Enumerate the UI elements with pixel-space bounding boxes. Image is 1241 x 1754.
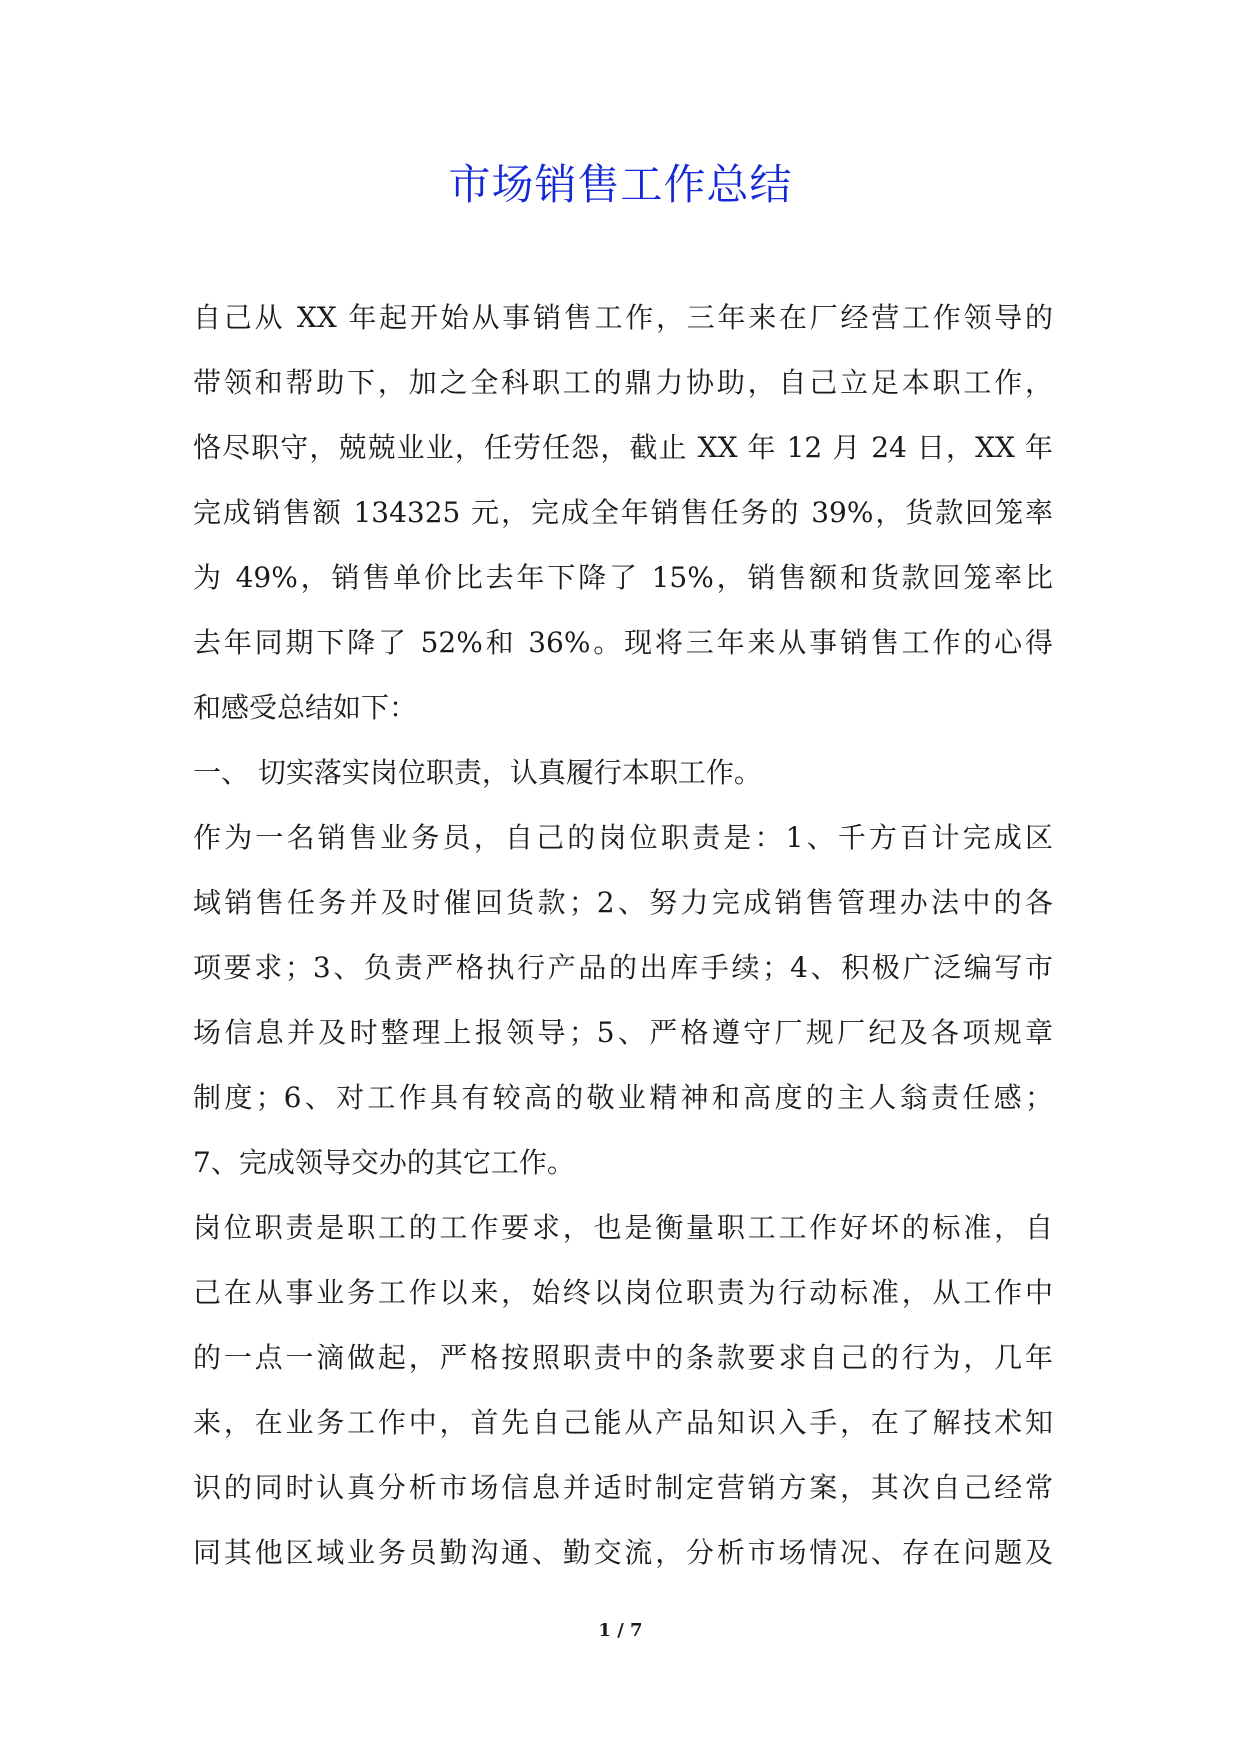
- body-line: 恪尽职守，兢兢业业，任劳任怨，截止 XX 年 12 月 24 日，XX 年: [193, 431, 1053, 464]
- body-line: 的一点一滴做起，严格按照职责中的条款要求自己的行为，几年: [193, 1341, 1053, 1374]
- body-line: 去年同期下降了 52%和 36%。现将三年来从事销售工作的心得: [193, 626, 1053, 659]
- body-line: 域销售任务并及时催回货款；2、努力完成销售管理办法中的各: [193, 886, 1053, 919]
- body-line: 为 49%，销售单价比去年下降了 15%，销售额和货款回笼率比: [193, 561, 1053, 594]
- body-line: 制度；6、对工作具有较高的敬业精神和高度的主人翁责任感；: [193, 1081, 1053, 1114]
- body-line: 完成销售额 134325 元，完成全年销售任务的 39%，货款回笼率: [193, 496, 1053, 529]
- page-number: 1 / 7: [598, 1620, 643, 1641]
- body-line: 自己从 XX 年起开始从事销售工作，三年来在厂经营工作领导的: [193, 301, 1053, 334]
- body-line: 岗位职责是职工的工作要求，也是衡量职工工作好坏的标准，自: [193, 1211, 1053, 1244]
- section-heading: 一、 切实落实岗位职责，认真履行本职工作。: [193, 756, 762, 789]
- body-line: 来，在业务工作中，首先自己能从产品知识入手，在了解技术知: [193, 1406, 1053, 1439]
- body-line: 项要求；3、负责严格执行产品的出库手续；4、积极广泛编写市: [193, 951, 1053, 984]
- body-line: 识的同时认真分析市场信息并适时制定营销方案，其次自己经常: [193, 1471, 1053, 1504]
- body-line: 带领和帮助下，加之全科职工的鼎力协助，自己立足本职工作，: [193, 366, 1053, 399]
- document-title: 市场销售工作总结: [448, 160, 793, 209]
- document-body: [193, 285, 1053, 1585]
- body-line: 作为一名销售业务员，自己的岗位职责是：1、千方百计完成区: [193, 821, 1053, 854]
- body-line: 7、完成领导交办的其它工作。: [193, 1146, 575, 1179]
- body-line: 己在从事业务工作以来，始终以岗位职责为行动标准，从工作中: [193, 1276, 1053, 1309]
- body-line: 和感受总结如下：: [193, 691, 418, 724]
- body-line: 场信息并及时整理上报领导；5、严格遵守厂规厂纪及各项规章: [193, 1016, 1053, 1049]
- body-line: 同其他区域业务员勤沟通、勤交流，分析市场情况、存在问题及: [193, 1536, 1053, 1569]
